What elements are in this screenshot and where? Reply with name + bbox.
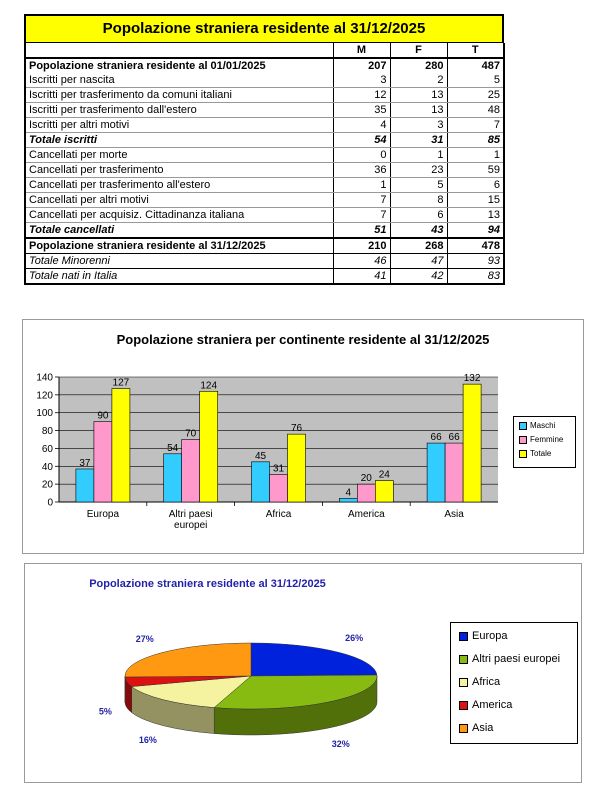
row-label: Iscritti per altri motivi [25,118,333,133]
row-label: Totale iscritti [25,133,333,148]
y-tick-label: 20 [41,479,53,491]
bar-chart-title: Popolazione straniera per continente residente al 31/12/2025 [116,332,490,347]
cell-m: 46 [333,254,390,269]
cell-f: 1 [390,148,447,163]
cell-t: 5 [447,73,504,88]
pie-legend-label: America [472,699,513,711]
data-table [24,43,505,285]
legend-swatch [519,436,527,444]
row-label: Iscritti per nascita [25,73,333,88]
row-label: Iscritti per trasferimento dall'estero [25,103,333,118]
legend-label: Femmine [530,435,564,444]
bar-value-label: 127 [112,377,130,389]
header-m: M [333,43,390,58]
legend-label: Maschi [530,421,556,430]
pie-slice [125,643,251,677]
table-row [25,73,504,88]
cell-f: 23 [390,163,447,178]
x-category-label: Europa [86,509,120,520]
row-label: Totale nati in Italia [25,269,333,285]
pie-legend-swatch [459,678,468,687]
row-label: Popolazione straniera residente al 01/01/2025 [25,58,333,73]
y-tick-label: 40 [41,461,53,473]
x-category-label: America [347,509,385,520]
bar [182,440,200,503]
pie-legend-label: Africa [472,676,501,688]
row-label: Cancellati per acquisiz. Cittadinanza italiana [25,208,333,223]
pie-percent-label: 26% [345,632,364,643]
legend-item [519,421,555,431]
x-category-label: Altri paesi [168,509,213,520]
cell-t: 487 [447,58,504,73]
bar-value-label: 70 [185,428,197,440]
cell-m: 0 [333,148,390,163]
pie-legend-swatch [459,701,468,710]
cell-t: 15 [447,193,504,208]
row-label: Totale Minorenni [25,254,333,269]
y-tick-label: 140 [36,372,53,384]
bar [357,484,375,502]
x-category-label: Asia [444,509,464,520]
pie-percent-label: 27% [135,634,154,645]
cell-f: 42 [390,269,447,285]
cell-m: 54 [333,133,390,148]
bar-value-label: 66 [430,432,442,444]
table-row [25,103,504,118]
cell-t: 85 [447,133,504,148]
bar-value-label: 20 [360,473,372,485]
cell-f: 13 [390,103,447,118]
pie-chart-legend [450,622,578,744]
bar [112,389,130,502]
bar-value-label: 124 [200,380,218,392]
pie-legend-item [459,652,560,666]
bar-value-label: 45 [254,450,267,462]
table-row [25,148,504,163]
cell-t: 94 [447,223,504,239]
bar [164,454,182,502]
bar-value-label: 76 [290,423,303,435]
bar [445,443,463,502]
table-row [25,178,504,193]
cell-m: 12 [333,88,390,103]
bar [463,384,481,502]
row-label: Cancellati per morte [25,148,333,163]
header-label [25,43,333,58]
bar [339,498,357,502]
y-tick-label: 120 [36,390,53,402]
legend-label: Totale [530,449,552,458]
bar-value-label: 66 [448,432,460,444]
y-tick-label: 60 [41,443,53,455]
x-category-label: Africa [265,509,292,520]
cell-m: 210 [333,238,390,254]
pie-legend-swatch [459,724,468,733]
bar-value-label: 54 [167,442,179,454]
cell-m: 4 [333,118,390,133]
bar [375,481,393,502]
cell-m: 35 [333,103,390,118]
table-row [25,208,504,223]
table-row [25,254,504,269]
pie-legend-label: Altri paesi europei [472,653,561,665]
pie-legend-item [459,698,512,712]
row-label: Totale cancellati [29,224,115,236]
cell-t: 13 [447,208,504,223]
cell-m: 207 [333,58,390,73]
cell-f: 3 [390,118,447,133]
pie-slice [251,643,377,676]
y-tick-label: 80 [41,426,53,438]
table-row [25,133,504,148]
bar [288,434,306,502]
y-tick-label: 0 [47,497,53,509]
cell-t: 7 [447,118,504,133]
cell-f: 5 [390,178,447,193]
pie-legend-item [459,721,493,735]
table-header-row [25,43,504,58]
pie-legend-item [459,675,500,689]
legend-swatch [519,450,527,458]
cell-t: 59 [447,163,504,178]
table-row [25,269,504,285]
cell-f: 31 [390,133,447,148]
cell-m: 7 [333,208,390,223]
cell-f: 268 [390,238,447,254]
bar [427,443,445,502]
bar [252,462,270,502]
cell-t: 93 [447,254,504,269]
pie-percent-label: 16% [138,735,157,746]
bar [76,469,94,502]
legend-item [519,435,563,445]
bar-value-label: 24 [378,469,390,481]
table-row [25,163,504,178]
pie-legend-swatch [459,632,468,641]
cell-t: 478 [447,238,504,254]
cell-m: 3 [333,73,390,88]
bar [200,391,218,502]
cell-t: 1 [447,148,504,163]
header-f: F [390,43,447,58]
legend-swatch [519,422,527,430]
header-t: T [447,43,504,58]
cell-t: 48 [447,103,504,118]
cell-f: 43 [390,223,447,239]
bar-value-label: 31 [272,463,285,475]
cell-f: 2 [390,73,447,88]
row-label: Popolazione straniera residente al 31/12/2025 [25,238,333,254]
cell-f: 6 [390,208,447,223]
bar-value-label: 4 [345,487,352,499]
legend-item [519,449,551,459]
pie-chart-title: Popolazione straniera residente al 31/12/2025 [89,578,326,590]
pie-chart-panel [24,563,582,783]
row-label: Iscritti per trasferimento da comuni italiani [25,88,333,103]
pie-legend-label: Asia [472,722,494,734]
pie-legend-label: Europa [472,630,508,642]
y-tick-label: 100 [36,408,53,420]
pie-percent-label: 32% [331,739,350,750]
pie-legend-swatch [459,655,468,664]
x-category-label: europei [174,520,208,531]
bar-value-label: 37 [79,457,91,469]
cell-m: 7 [333,193,390,208]
pie-percent-label: 5% [98,706,112,717]
population-table [24,14,504,285]
bar-chart-legend [513,416,576,468]
cell-f: 280 [390,58,447,73]
table-row [25,118,504,133]
cell-t: 6 [447,178,504,193]
cell-m: 51 [333,223,390,239]
bar-value-label: 132 [463,373,481,385]
table-row [25,88,504,103]
table-body [25,58,504,284]
cell-m: 1 [333,178,390,193]
cell-f: 8 [390,193,447,208]
bar-chart [23,320,583,553]
table-title: Popolazione straniera residente al 31/12/2025 [24,14,504,43]
bar [94,422,112,502]
cell-f: 47 [390,254,447,269]
cell-t: 25 [447,88,504,103]
bar-value-label: 90 [97,410,109,422]
row-label: Cancellati per trasferimento [25,163,333,178]
cell-t: 83 [447,269,504,285]
table-row [25,238,504,254]
bar-chart-panel [22,319,584,554]
table-row [25,223,504,239]
cell-f: 13 [390,88,447,103]
row-label: Cancellati per altri motivi [25,193,333,208]
pie-legend-item [459,629,507,643]
cell-m: 36 [333,163,390,178]
row-label: Cancellati per trasferimento all'estero [25,178,333,193]
table-row [25,193,504,208]
cell-m: 41 [333,269,390,285]
table-row [25,58,504,73]
bar [270,474,288,502]
